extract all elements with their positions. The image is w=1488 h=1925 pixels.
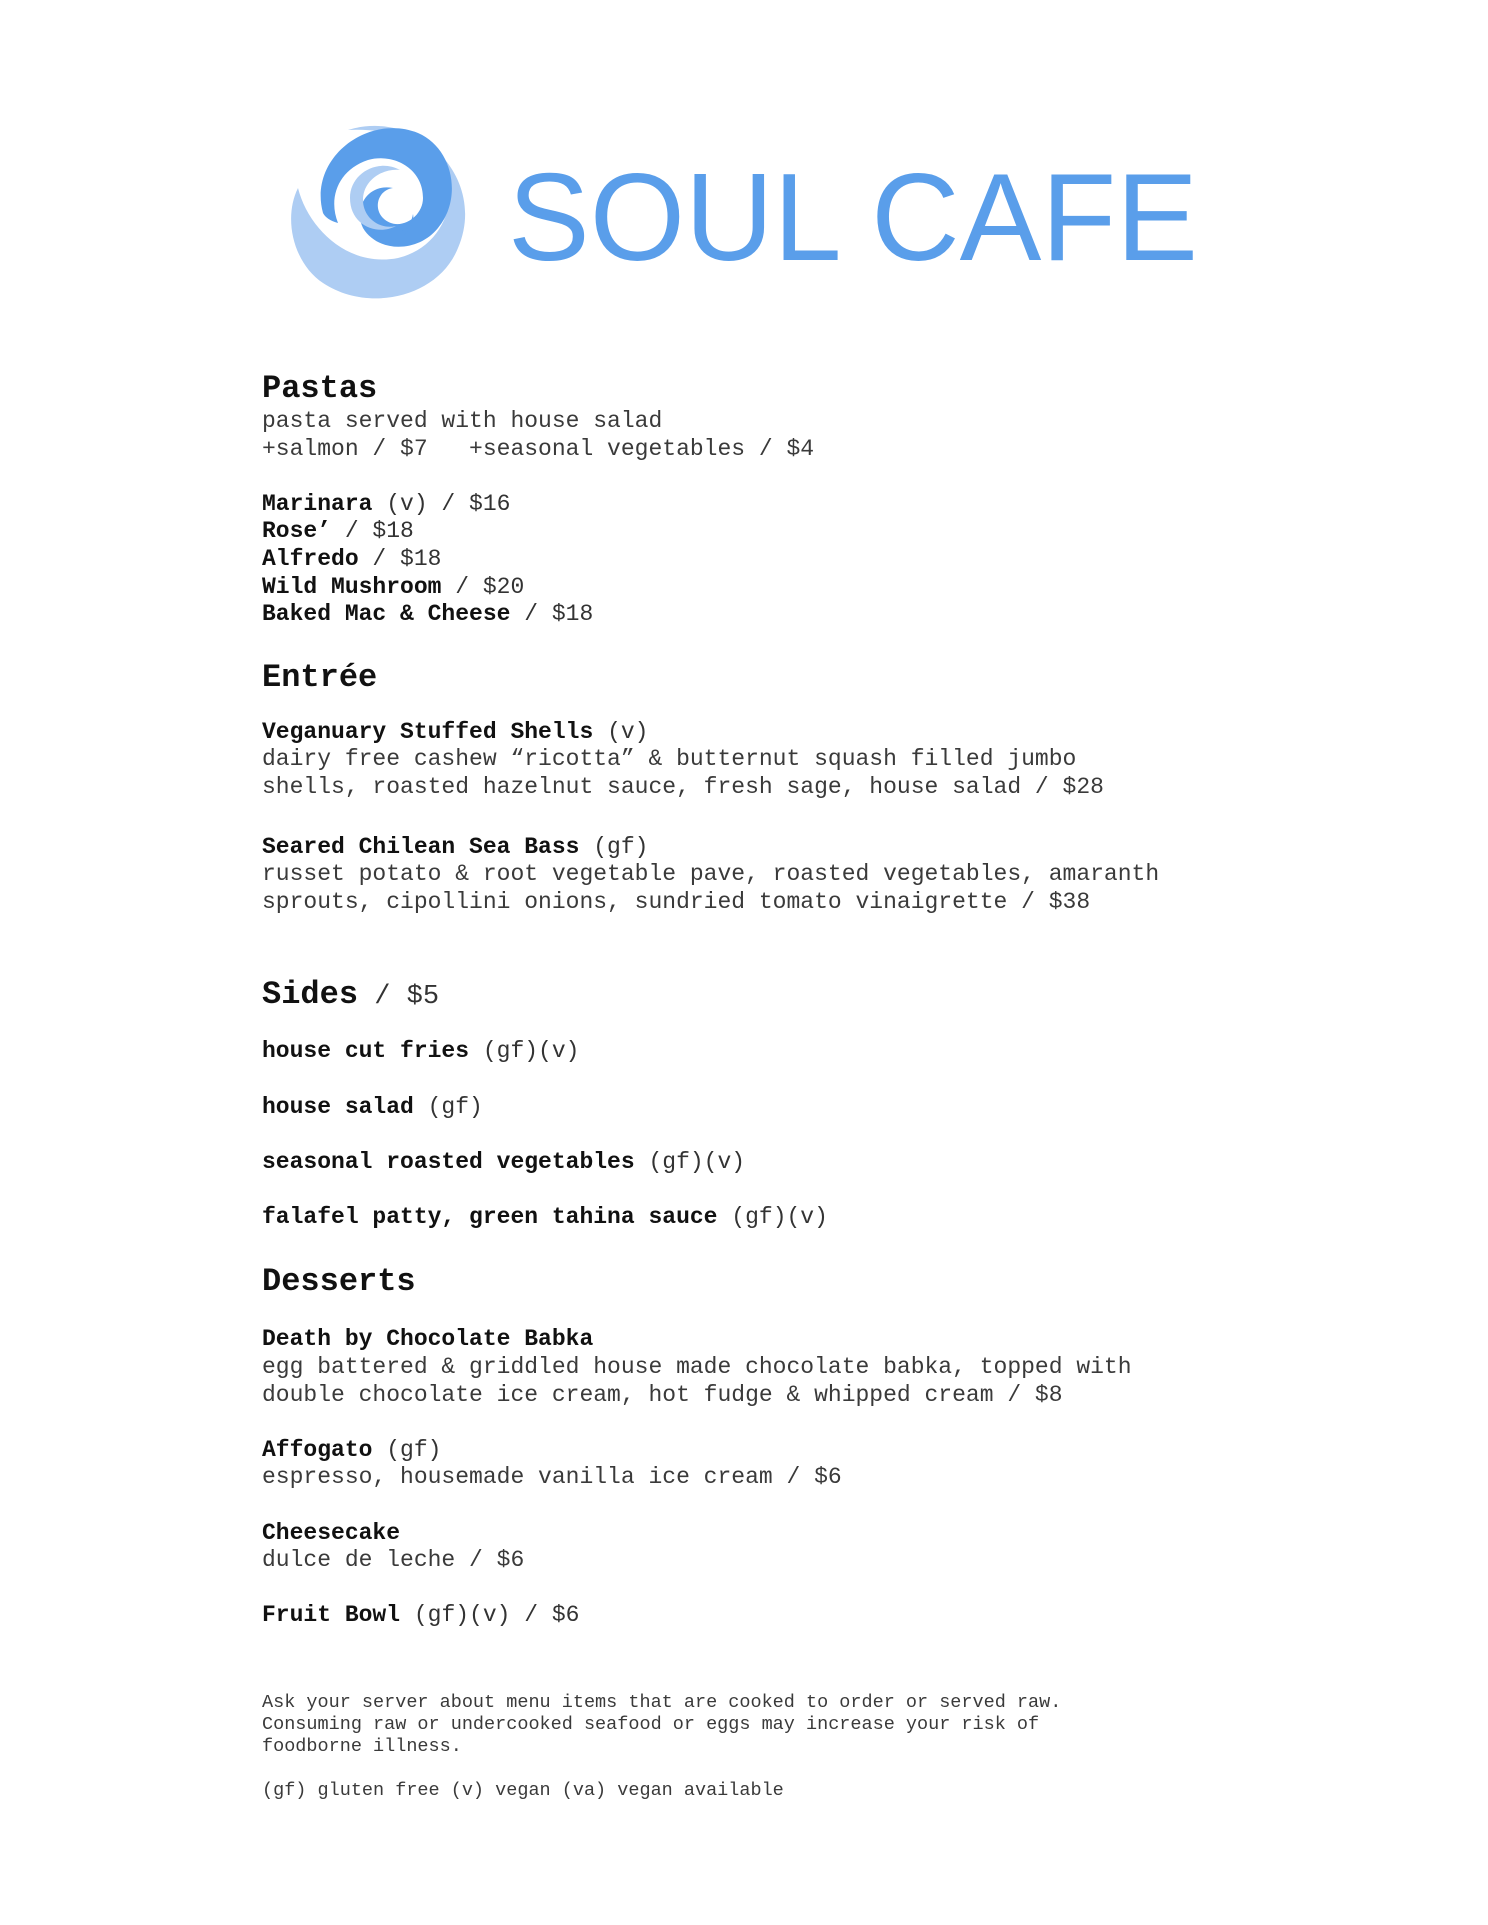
item-name: seasonal roasted vegetables [262, 1148, 635, 1175]
menu-content [262, 370, 1322, 1802]
swirl-logo-icon [288, 118, 1208, 308]
menu-item [262, 1520, 1322, 1548]
item-description: egg battered & griddled house made chocolate babka, topped with [262, 1354, 1132, 1381]
desserts-heading: Desserts [262, 1263, 416, 1301]
menu-item [262, 1149, 1322, 1177]
item-name: Baked Mac & Cheese [262, 601, 511, 628]
item-name: Cheesecake [262, 1519, 401, 1546]
item-name: Fruit Bowl [262, 1602, 401, 1629]
item-name: Rose’ [262, 518, 332, 545]
item-description: dairy free cashew “ricotta” & butternut squash filled jumbo [262, 746, 1077, 773]
item-description: double chocolate ice cream, hot fudge & whipped cream / $8 [262, 1381, 1063, 1408]
item-name: Marinara [262, 490, 373, 517]
sides-title: Sides [262, 976, 359, 1014]
item-tag: (gf)(v) / $6 [400, 1602, 580, 1629]
item-description: russet potato & root vegetable pave, roasted vegetables, amaranth [262, 861, 1160, 888]
item-name: falafel patty, green tahina sauce [262, 1203, 718, 1230]
item-description: espresso, housemade vanilla ice cream / $6 [262, 1464, 842, 1491]
item-name: house salad [262, 1093, 414, 1120]
item-price: / $18 [358, 545, 442, 572]
item-tag: (gf)(v) [469, 1038, 580, 1065]
menu-item [262, 574, 1322, 602]
item-name: Affogato [262, 1436, 373, 1463]
item-tag: (gf) [372, 1436, 442, 1463]
item-description: shells, roasted hazelnut sauce, fresh sage, house salad / $28 [262, 773, 1104, 800]
item-description: sprouts, cipollini onions, sundried tomato vinaigrette / $38 [262, 888, 1091, 915]
item-name: house cut fries [262, 1038, 470, 1065]
sides-price: / $5 [358, 982, 440, 1013]
menu-item [262, 546, 1322, 574]
menu-item [262, 601, 1322, 629]
footer-disclaimer-line: Consuming raw or undercooked seafood or eggs may increase your risk of [262, 1714, 1040, 1735]
logo-wordmark: SOUL CAFE [508, 149, 1198, 287]
soul-cafe-logo [288, 118, 1208, 308]
entree-heading: Entrée [262, 658, 378, 696]
pastas-addons: +salmon / $7 +seasonal vegetables / $4 [262, 435, 815, 462]
item-price: / $18 [331, 518, 414, 545]
item-price: / $18 [510, 601, 594, 628]
item-name: Seared Chilean Sea Bass [262, 833, 580, 860]
item-description: dulce de leche / $6 [262, 1547, 525, 1574]
item-tag: (gf) [579, 833, 649, 860]
menu-item [262, 1326, 1322, 1354]
item-price: / $20 [441, 573, 525, 600]
item-name: Death by Chocolate Babka [262, 1326, 594, 1353]
footer-disclaimer-line: Ask your server about menu items that are cooked to order or served raw. [262, 1692, 1062, 1713]
menu-item [262, 719, 1322, 747]
item-name: Veganuary Stuffed Shells [262, 718, 594, 745]
footer-disclaimer-line: foodborne illness. [262, 1736, 462, 1757]
pastas-heading: Pastas [262, 370, 378, 407]
item-tag: (v) [593, 718, 649, 745]
item-tag: (gf)(v) [634, 1148, 746, 1175]
menu-item [262, 1204, 1322, 1232]
item-name: Wild Mushroom [262, 573, 442, 600]
menu-item [262, 1038, 1322, 1066]
item-tag: (gf)(v) [717, 1203, 828, 1230]
menu-item [262, 518, 1322, 546]
sides-heading [262, 976, 1322, 1016]
item-price: (v) / $16 [372, 490, 511, 517]
menu-item [262, 1437, 1322, 1465]
item-name: Alfredo [262, 545, 359, 572]
menu-item [262, 491, 1322, 519]
menu-item [262, 1602, 1322, 1630]
menu-item [262, 1094, 1322, 1122]
footer-legend: (gf) gluten free (v) vegan (va) vegan available [262, 1780, 784, 1801]
pastas-note: pasta served with house salad [262, 408, 663, 434]
menu-item [262, 834, 1322, 862]
item-tag: (gf) [413, 1093, 483, 1120]
